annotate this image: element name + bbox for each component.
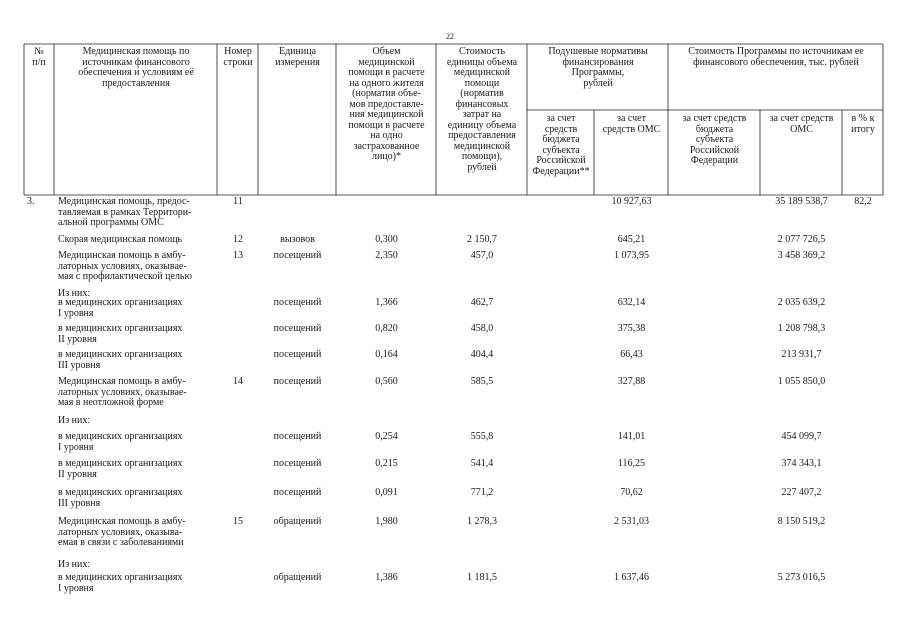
table-cell-pr-oms: 2 035 639,2 <box>777 297 826 308</box>
table-cell-volume: 1,980 <box>375 516 398 527</box>
table-cell-pr-oms: 1 208 798,3 <box>777 323 826 334</box>
table-cell-name: Медицинская помощь в амбу- латорных условиях, оказыва- емая в связи с заболеваниями <box>58 516 186 548</box>
table-cell-volume: 0,091 <box>375 487 398 498</box>
page-number: 22 <box>446 32 454 41</box>
table-cell-pr-oms: 227 407,2 <box>781 487 822 498</box>
header-program-oms: за счет средств ОМС <box>769 113 834 135</box>
table-cell-name: в медицинских организациях I уровня <box>58 297 183 319</box>
table-cell-name: Из них: <box>58 288 91 299</box>
header-volume: Объем медицинской помощи в расчете на одного жителя (норматив объе- мов предоставле- ния медицинской помощи в расчете на одно застрахованное лицо)* <box>348 46 425 162</box>
header-per-capita: Подушевые нормативы финансирования Программы, рублей <box>548 46 648 89</box>
table-cell-unit: посещений <box>273 487 322 498</box>
table-cell-num: 3. <box>27 196 35 207</box>
table-cell-row-no: 13 <box>233 250 243 261</box>
table-cell-pc-oms: 1 637,46 <box>614 572 649 583</box>
table-cell-name: в медицинских организациях III уровня <box>58 487 183 509</box>
table-cell-pr-oms: 374 343,1 <box>781 458 822 469</box>
header-per-capita-oms: за счет средств ОМС <box>602 113 661 135</box>
table-cell-pc-oms: 632,14 <box>617 297 646 308</box>
table-cell-cost: 1 278,3 <box>467 516 497 527</box>
table-cell-cost: 585,5 <box>470 376 494 387</box>
header-name: Медицинская помощь по источникам финансового обеспечения и условиям её предоставления <box>78 46 194 89</box>
table-cell-unit: посещений <box>273 250 322 261</box>
table-cell-name: Из них: <box>58 559 91 570</box>
table-cell-unit: посещений <box>273 376 322 387</box>
table-cell-unit: посещений <box>273 431 322 442</box>
table-cell-pc-oms: 10 927,63 <box>611 196 652 207</box>
table-cell-row-no: 15 <box>233 516 243 527</box>
table-cell-name: Медицинская помощь, предос- тавляемая в рамках Территори- альной программы ОМС <box>58 196 192 228</box>
table-cell-pc-oms: 1 073,95 <box>614 250 649 261</box>
table-cell-name: в медицинских организациях III уровня <box>58 349 183 371</box>
table-cell-unit: посещений <box>273 323 322 334</box>
table-cell-pr-oms: 5 273 016,5 <box>777 572 826 583</box>
table-cell-unit: обращений <box>273 516 322 527</box>
table-cell-unit: посещений <box>273 297 322 308</box>
table-cell-pr-oms: 454 099,7 <box>781 431 822 442</box>
table-cell-name: Из них: <box>58 415 91 426</box>
table-cell-name: в медицинских организациях I уровня <box>58 572 183 594</box>
table-cell-cost: 457,0 <box>470 250 494 261</box>
table-cell-volume: 0,254 <box>375 431 398 442</box>
header-unit: Единица измерения <box>275 46 320 68</box>
table-cell-volume: 1,386 <box>375 572 398 583</box>
table-cell-volume: 0,164 <box>375 349 398 360</box>
table-cell-pct: 82,2 <box>854 196 872 207</box>
header-cost: Стоимость единицы объема медицинской помощи (норматив финансовых затрат на единицу объема предоставления медицинской помощи), рублей <box>446 46 518 173</box>
table-cell-cost: 458,0 <box>470 323 494 334</box>
table-cell-pr-oms: 3 458 369,2 <box>777 250 826 261</box>
table-cell-pc-oms: 116,25 <box>617 458 646 469</box>
header-program-budget: за счет средств бюджета субъекта Российской Федерации <box>682 113 747 166</box>
table-cell-pc-oms: 70,62 <box>620 487 643 498</box>
table-cell-name: Скорая медицинская помощь <box>58 234 183 245</box>
table-cell-cost: 404,4 <box>470 349 494 360</box>
table-cell-row-no: 14 <box>233 376 243 387</box>
table-cell-pr-oms: 8 150 519,2 <box>777 516 826 527</box>
table-cell-pc-oms: 375,38 <box>617 323 646 334</box>
table-cell-cost: 771,2 <box>470 487 494 498</box>
header-per-capita-budget: за счет средств бюджета субъекта Российской Федерации** <box>532 113 590 177</box>
table-cell-row-no: 12 <box>233 234 243 245</box>
table-cell-pr-oms: 2 077 726,5 <box>777 234 826 245</box>
table-cell-volume: 0,300 <box>375 234 398 245</box>
table-cell-volume: 1,366 <box>375 297 398 308</box>
table-cell-pr-oms: 1 055 850,0 <box>777 376 826 387</box>
table-cell-pr-oms: 35 189 538,7 <box>775 196 828 207</box>
table-cell-volume: 2,350 <box>375 250 398 261</box>
table-cell-cost: 541,4 <box>470 458 494 469</box>
header-program-cost: Стоимость Программы по источникам ее финансового обеспечения, тыс. рублей <box>688 46 864 68</box>
table-cell-unit: обращений <box>273 572 322 583</box>
table-cell-pc-oms: 327,88 <box>617 376 646 387</box>
table-cell-name: в медицинских организациях I уровня <box>58 431 183 453</box>
table-cell-name: Медицинская помощь в амбу- латорных условиях, оказывае- мая в неотложной форме <box>58 376 187 408</box>
header-program-pct: в % к итогу <box>851 113 875 135</box>
table-cell-volume: 0,560 <box>375 376 398 387</box>
table-cell-pc-oms: 2 531,03 <box>614 516 649 527</box>
table-cell-unit: посещений <box>273 458 322 469</box>
table-cell-unit: посещений <box>273 349 322 360</box>
table-cell-pr-oms: 213 931,7 <box>781 349 822 360</box>
table-cell-cost: 462,7 <box>470 297 494 308</box>
table-cell-cost: 1 181,5 <box>467 572 497 583</box>
table-cell-pc-oms: 66,43 <box>620 349 643 360</box>
table-cell-unit: вызовов <box>280 234 315 245</box>
table-cell-name: Медицинская помощь в амбу- латорных условиях, оказывае- мая с профилактической целью <box>58 250 192 282</box>
table-cell-pc-oms: 645,21 <box>617 234 646 245</box>
table-cell-volume: 0,215 <box>375 458 398 469</box>
header-row-number: Номер строки <box>223 46 253 68</box>
table-cell-pc-oms: 141,01 <box>617 431 646 442</box>
table-cell-row-no: 11 <box>233 196 243 207</box>
header-num: № п/п <box>32 46 46 68</box>
table-cell-cost: 2 150,7 <box>467 234 497 245</box>
table-cell-volume: 0,820 <box>375 323 398 334</box>
table-cell-cost: 555,8 <box>470 431 494 442</box>
table-cell-name: в медицинских организациях II уровня <box>58 323 183 345</box>
table-cell-name: в медицинских организациях II уровня <box>58 458 183 480</box>
